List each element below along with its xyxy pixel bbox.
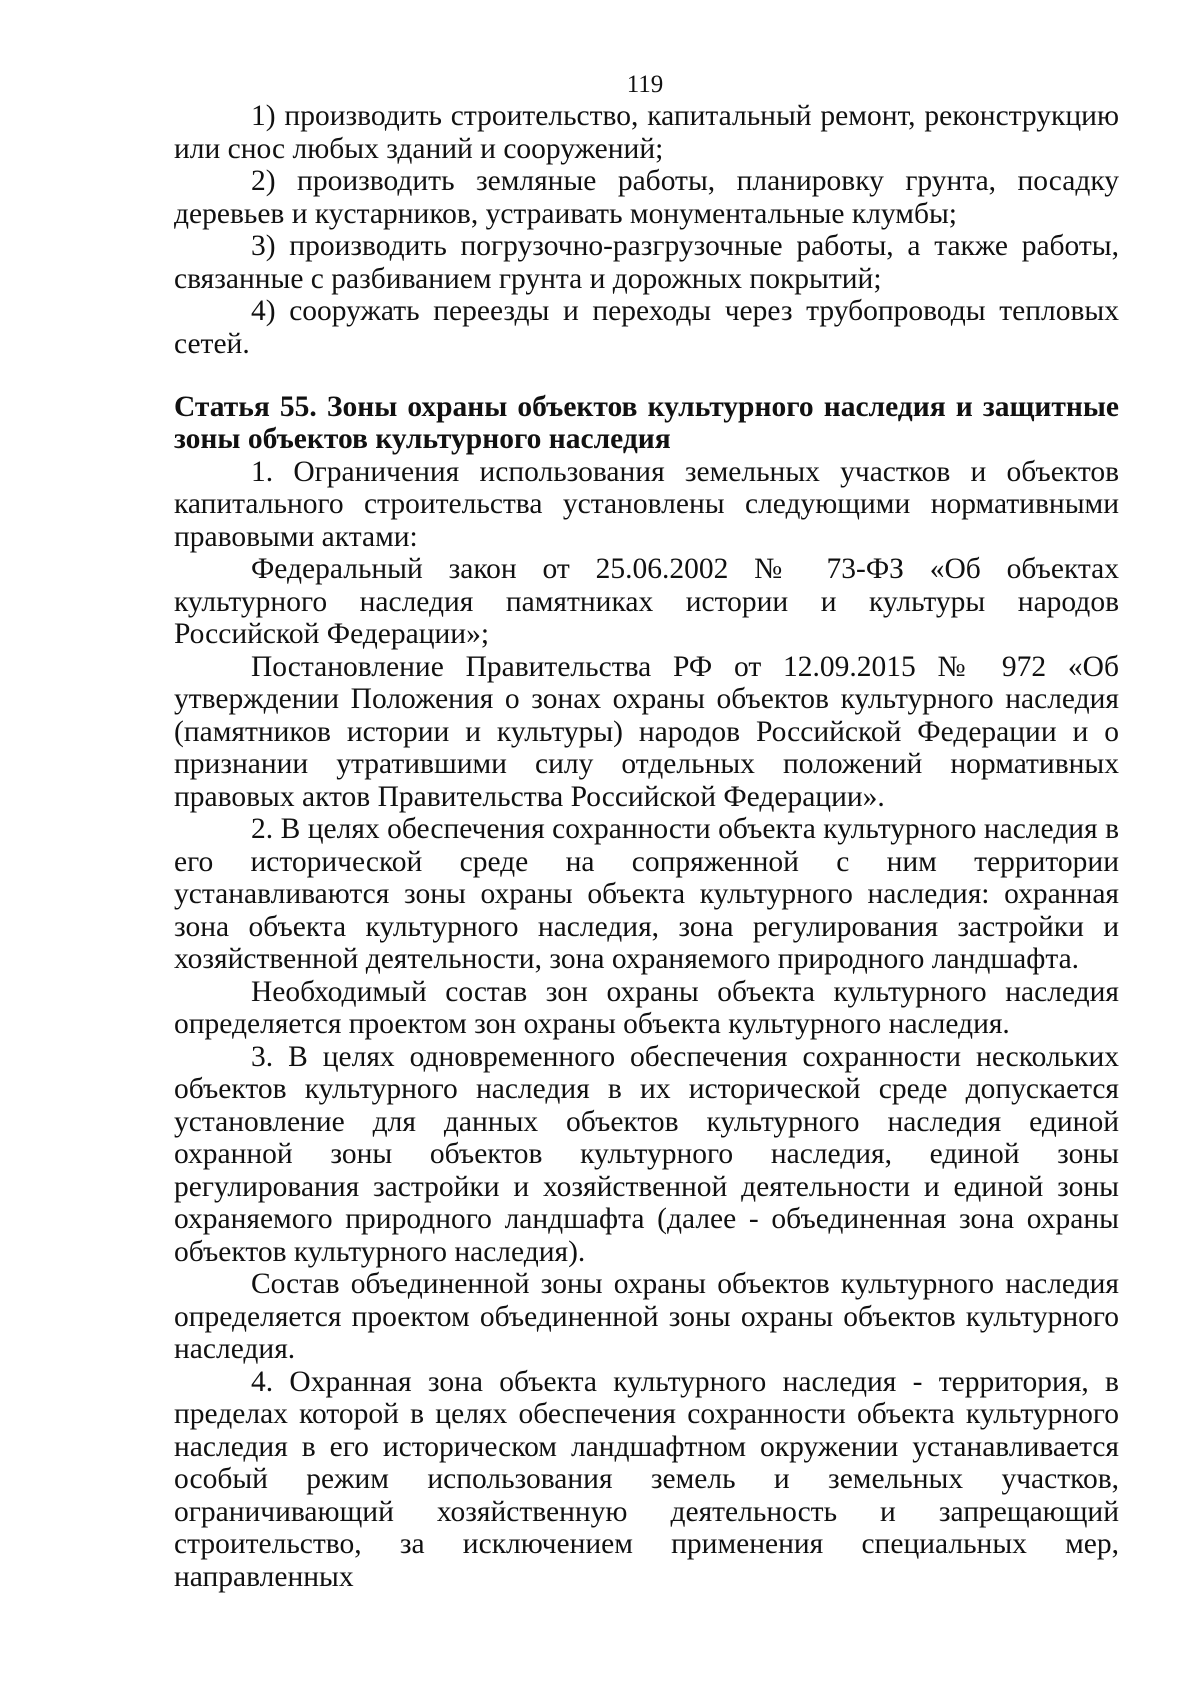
article-paragraph-7: Состав объединенной зоны охраны объектов культурного наследия определяется проектом объединенной зоны охраны объектов культурного наследия. <box>174 1268 1119 1365</box>
article-paragraph-1: 1. Ограничения использования земельных участков и объектов капитального строительства установлены следующими нормативными правовыми актами: <box>174 455 1119 553</box>
list-item-4: 4) сооружать переезды и переходы через трубопроводы тепловых сетей. <box>174 295 1119 360</box>
list-item-1: 1) производить строительство, капитальный ремонт, реконструкцию или снос любых зданий и сооружений; <box>174 100 1119 165</box>
page-number: 119 <box>626 71 664 98</box>
list-item-3: 3) производить погрузочно-разгрузочные работы, а также работы, связанные с разбиванием грунта и дорожных покрытий; <box>174 230 1119 295</box>
article-paragraph-3: Постановление Правительства РФ от 12.09.2015 № 972 «Об утверждении Положения о зонах охраны объектов культурного наследия (памятников истории и культуры) народов Российской Федерации и о признании утратившими силу отдельных положений нормативных правовых актов Правительства Российской Федерации». <box>174 650 1119 813</box>
article-paragraph-5: Необходимый состав зон охраны объекта культурного наследия определяется проектом зон охраны объекта культурного наследия. <box>174 975 1119 1040</box>
article-heading: Статья 55. Зоны охраны объектов культурного наследия и защитные зоны объектов культурного наследия <box>174 390 1119 455</box>
article-paragraph-2: Федеральный закон от 25.06.2002 № 73-ФЗ «Об объектах культурного наследия памятниках истории и культуры народов Российской Федерации»; <box>174 553 1119 650</box>
article-paragraph-8: 4. Охранная зона объекта культурного наследия - территория, в пределах которой в целях обеспечения сохранности объекта культурного наследия в его историческом ландшафтном окружении устанавливается особый режим использования земель и земельных участков, ограничивающий хозяйственную деятельность и запрещающий строительство, за исключением применения специальных мер, направленных <box>174 1365 1119 1593</box>
list-item-2: 2) производить земляные работы, планировку грунта, посадку деревьев и кустарников, устраивать монументальные клумбы; <box>174 165 1119 230</box>
page-content <box>174 100 1119 1593</box>
article-paragraph-4: 2. В целях обеспечения сохранности объекта культурного наследия в его исторической среде на сопряженной с ним территории устанавливаются зоны охраны объекта культурного наследия: охранная зона объекта культурного наследия, зона регулирования застройки и хозяйственной деятельности, зона охраняемого природного ландшафта. <box>174 813 1119 975</box>
article-paragraph-6: 3. В целях одновременного обеспечения сохранности нескольких объектов культурного наследия в их исторической среде допускается установление для данных объектов культурного наследия единой охранной зоны объектов культурного наследия, единой зоны регулирования застройки и хозяйственной деятельности и единой зоны охраняемого природного ландшафта (далее - объединенная зона охраны объектов культурного наследия). <box>174 1040 1119 1268</box>
